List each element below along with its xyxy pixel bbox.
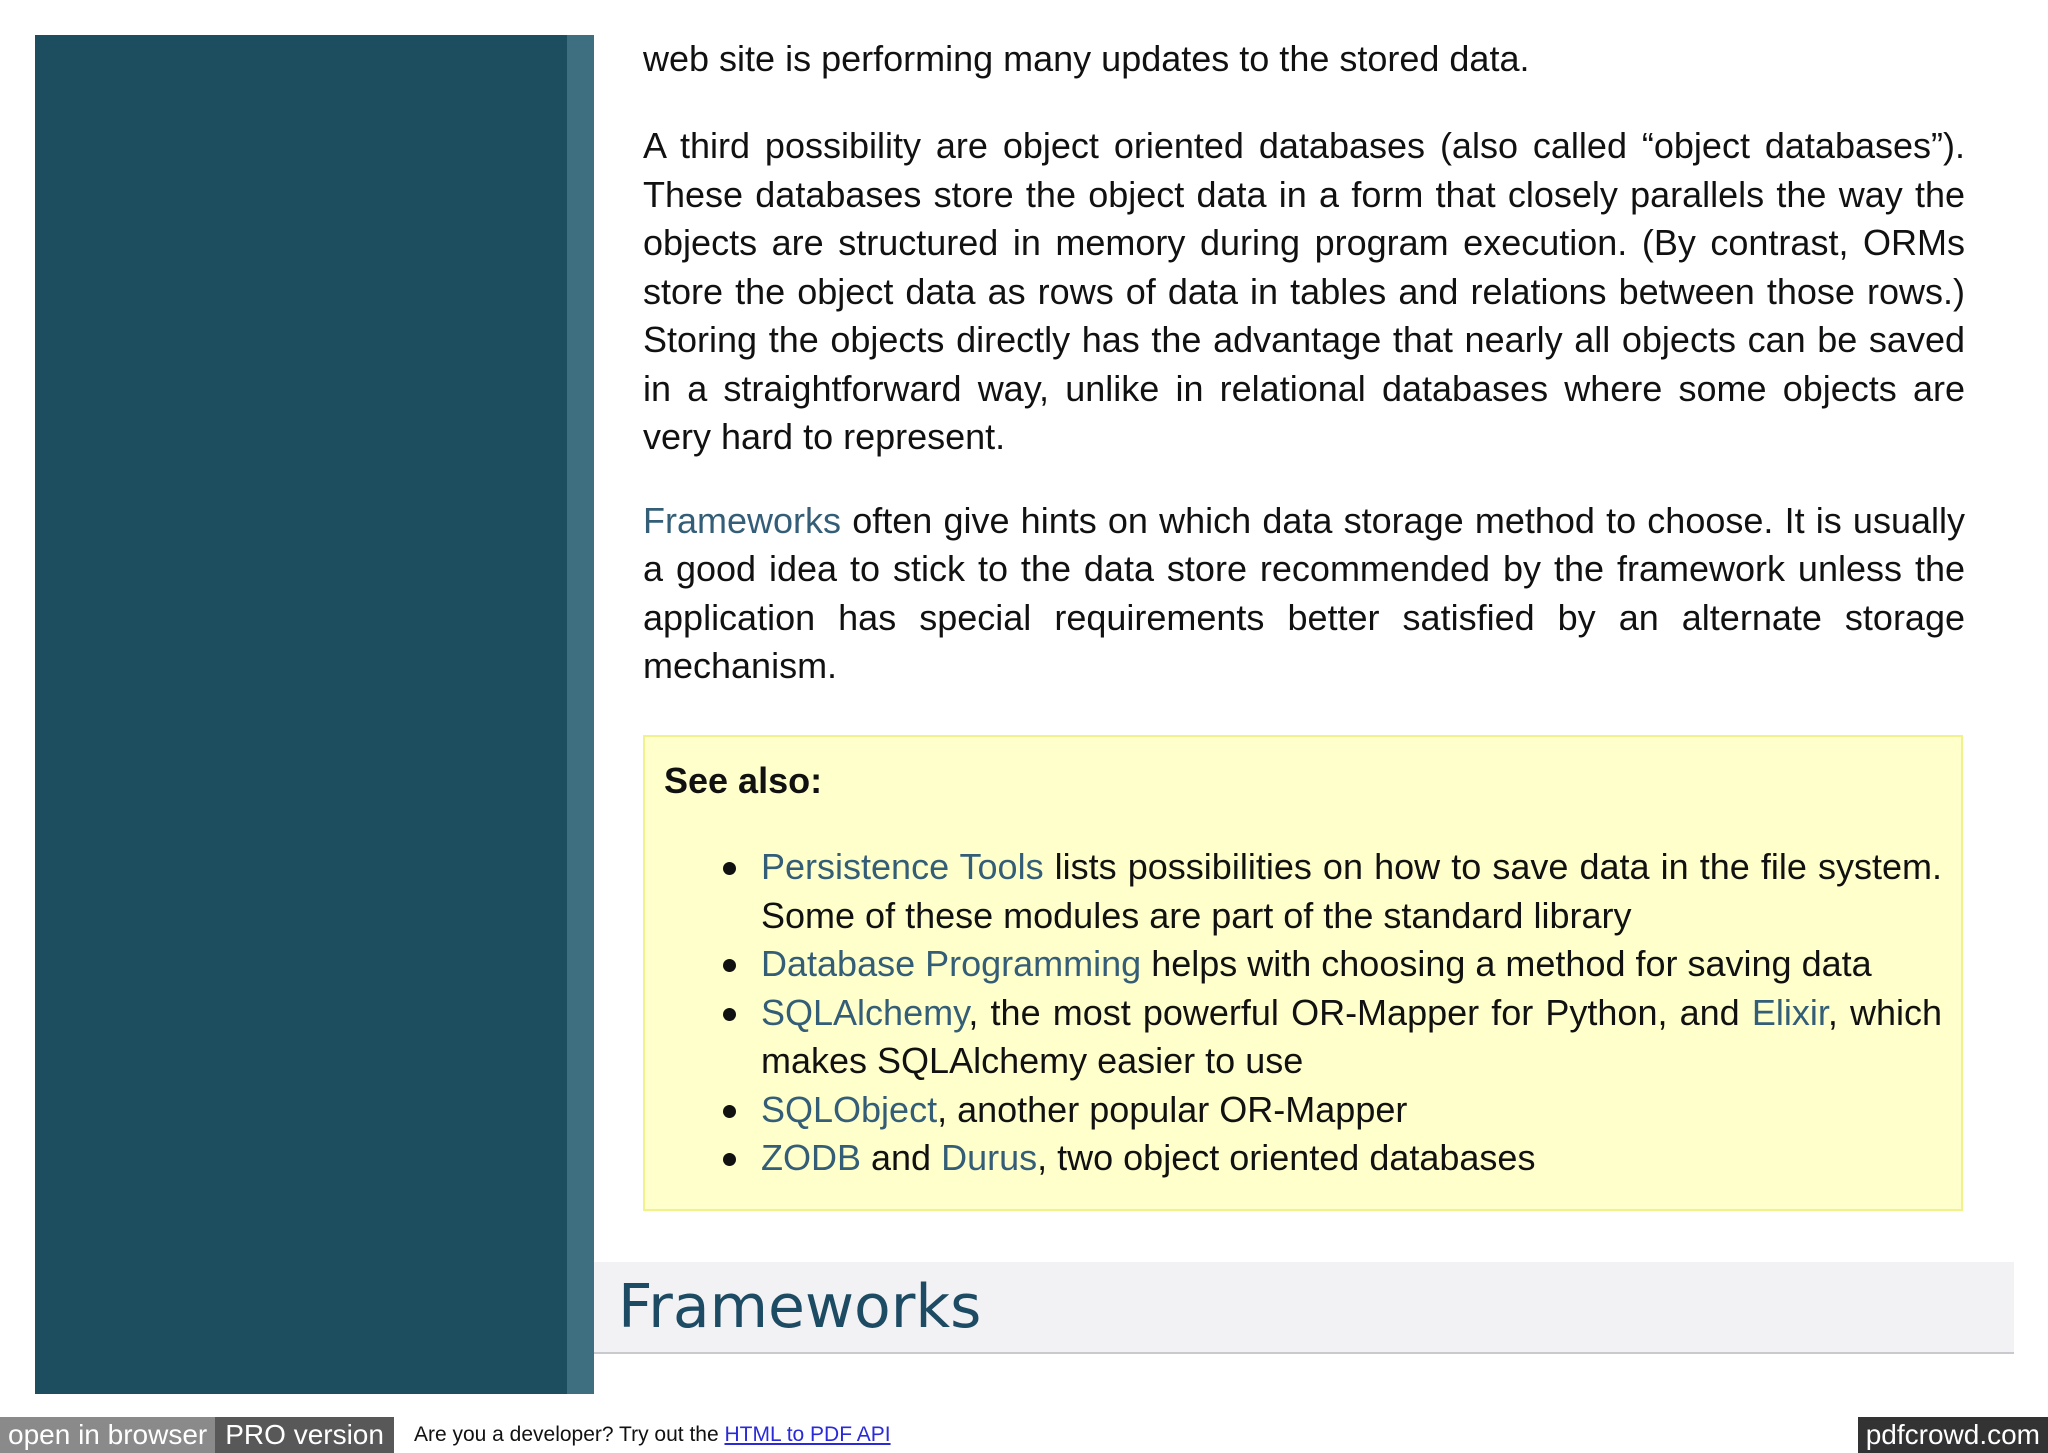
list-item-text: , two object oriented databases: [1037, 1137, 1536, 1178]
sidebar-panel: [35, 35, 567, 1394]
sqlalchemy-link[interactable]: SQLAlchemy: [761, 991, 969, 1033]
list-item-text: , which makes SQLAlchemy easier to use: [761, 991, 1943, 1081]
pdfcrowd-brand-link[interactable]: pdfcrowd.com: [1858, 1417, 2048, 1453]
see-also-list: [761, 843, 1942, 1183]
paragraph-object-databases: A third possibility are object oriented databases (also called “object databases”). These databases store the object data in a form that closely parallels the way the objects are structured in memory during program execution. (By contrast, ORMs store the object data as rows of data in tables and relations between those rows.) Storing the objects directly has the advantage that nearly all objects can be saved in a straightforward way, unlike in relational databases where some objects are very hard to represent.: [643, 125, 1965, 457]
list-item-text: and: [861, 1137, 942, 1178]
list-item-text: , another popular OR-Mapper: [937, 1088, 1408, 1130]
open-in-browser-button[interactable]: open in browser: [0, 1417, 215, 1453]
section-heading: Frameworks: [618, 1272, 982, 1342]
database-programming-link[interactable]: Database Programming: [761, 943, 1142, 984]
zodb-link[interactable]: ZODB: [761, 1137, 862, 1178]
list-item: [761, 843, 1942, 940]
list-item-text: , the most powerful OR-Mapper for Python, and: [968, 991, 1752, 1033]
see-also-box: [643, 735, 1963, 1211]
paragraph-frameworks-hint: [643, 497, 1965, 691]
section-header: [594, 1262, 2014, 1354]
sqlobject-link[interactable]: SQLObject: [761, 1088, 938, 1130]
list-item-text: lists possibilities on how to save data in the file system. Some of these modules are part of the standard library: [761, 846, 1942, 936]
list-item: [761, 1086, 1942, 1135]
durus-link[interactable]: Durus: [941, 1137, 1038, 1178]
pro-version-button[interactable]: PRO version: [215, 1417, 394, 1453]
elixir-link[interactable]: Elixir: [1751, 991, 1828, 1033]
see-also-title: See also:: [664, 760, 823, 801]
sidebar-edge: [567, 35, 594, 1394]
list-item: [761, 989, 1942, 1086]
list-item: [761, 940, 1942, 989]
frameworks-link[interactable]: Frameworks: [643, 499, 842, 541]
footer-promo-text: Are you a developer? Try out the: [413, 1423, 725, 1446]
footer-promo: [414, 1423, 891, 1447]
list-item: [761, 1134, 1942, 1183]
main-content: [643, 35, 1965, 691]
paragraph-continued: web site is performing many updates to the stored data.: [643, 38, 1530, 79]
html-to-pdf-api-link[interactable]: HTML to PDF API: [724, 1423, 891, 1446]
persistence-tools-link[interactable]: Persistence Tools: [761, 846, 1044, 887]
paragraph-frameworks-text: often give hints on which data storage method to choose. It is usually a good idea to stick to the data store recommended by the framework unless the application has special requirements better satisfied by an alternate storage mechanism.: [643, 499, 1965, 686]
list-item-text: helps with choosing a method for saving data: [1141, 943, 1872, 984]
footer-toolbar: [0, 1417, 891, 1453]
